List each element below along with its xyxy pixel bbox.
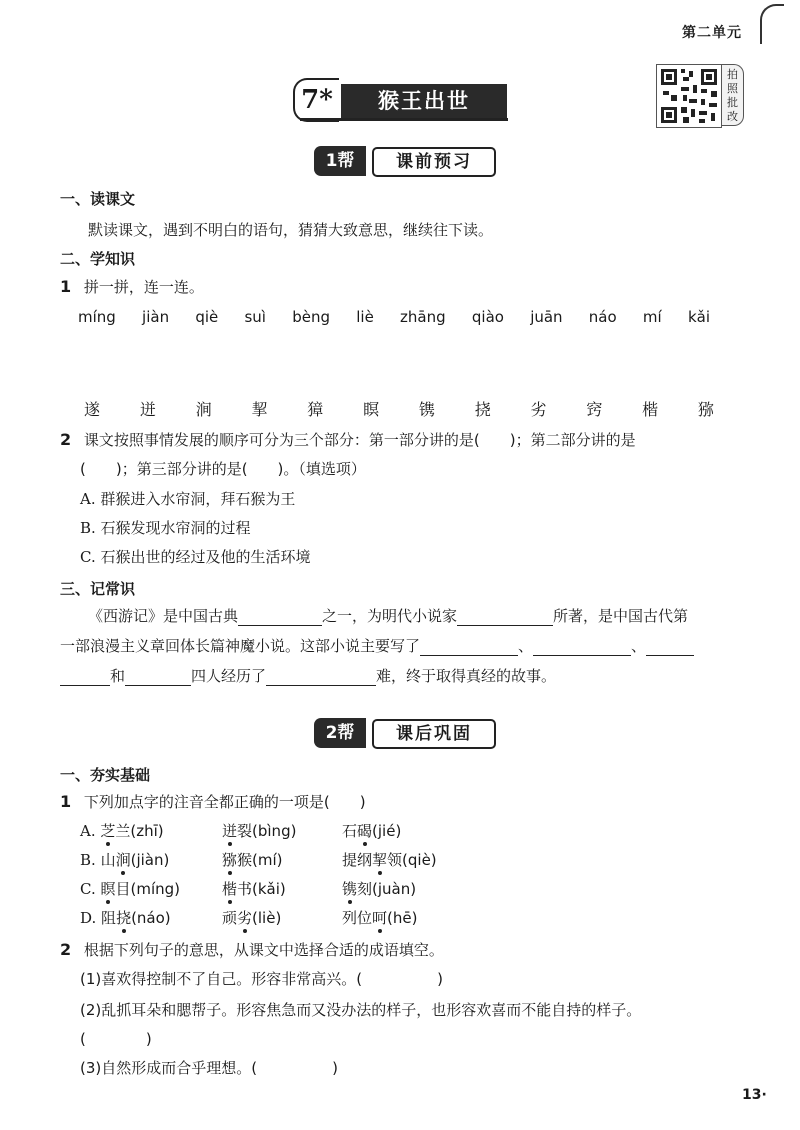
character-row bbox=[84, 397, 714, 420]
pinyin-item[interactable]: liè bbox=[356, 308, 374, 326]
word-text: (jié) bbox=[372, 822, 402, 840]
character-item[interactable]: 迸 bbox=[139, 400, 156, 419]
fill-blank[interactable] bbox=[533, 639, 631, 656]
fill-blank[interactable] bbox=[420, 639, 518, 656]
dotted-char: 挠 bbox=[116, 909, 132, 927]
section-1-number: 1帮 bbox=[314, 146, 366, 176]
word-text: (hē) bbox=[387, 909, 418, 927]
fill-text: 、 bbox=[631, 637, 647, 655]
fill-text: 《西游记》是中国古典 bbox=[88, 607, 239, 625]
character-item[interactable]: 獐 bbox=[307, 400, 324, 419]
option-row-b[interactable] bbox=[80, 849, 169, 870]
character-item[interactable]: 瞑 bbox=[363, 400, 380, 419]
word-text: 裂(bìng) bbox=[237, 822, 297, 840]
question-s2-2 bbox=[60, 940, 444, 960]
unit-label: 第二单元 bbox=[682, 25, 742, 41]
word-text: 猴(mí) bbox=[237, 851, 283, 869]
character-item[interactable]: 遂 bbox=[84, 400, 101, 419]
character-item[interactable]: 挈 bbox=[251, 400, 268, 419]
character-item[interactable]: 楷 bbox=[642, 400, 659, 419]
dotted-char: 碣 bbox=[357, 822, 373, 840]
option-row-d[interactable] bbox=[80, 907, 171, 928]
pinyin-item[interactable]: bèng bbox=[292, 308, 330, 326]
question-number: 2 bbox=[60, 940, 72, 959]
fill-line-1 bbox=[88, 606, 688, 626]
option-row-a[interactable] bbox=[80, 820, 164, 841]
part-heading-read: 一、读课文 bbox=[60, 190, 136, 208]
fill-line-2 bbox=[60, 636, 694, 656]
pinyin-item[interactable]: jiàn bbox=[142, 308, 170, 326]
word-text: 领(qiè) bbox=[387, 851, 437, 869]
question-s2-1 bbox=[60, 792, 366, 812]
section-1-header bbox=[314, 146, 496, 176]
pinyin-options-grid bbox=[80, 820, 480, 940]
question-text: 根据下列句子的意思，从课文中选择合适的成语填空。 bbox=[83, 941, 444, 959]
option-word bbox=[222, 878, 286, 899]
photo-correct-tab[interactable] bbox=[722, 64, 744, 126]
dotted-char: 猕 bbox=[222, 851, 238, 869]
word-text: (náo) bbox=[131, 909, 171, 927]
question-line-2[interactable]: ( )；第三部分讲的是( )。（填选项） bbox=[80, 460, 366, 478]
dotted-char: 楷 bbox=[222, 880, 238, 898]
pinyin-item[interactable]: qiào bbox=[471, 308, 504, 326]
dotted-char: 芝 bbox=[100, 822, 116, 840]
lesson-title: 猴王出世 bbox=[341, 84, 507, 118]
option-label: B. bbox=[80, 851, 96, 869]
option-word bbox=[222, 849, 283, 870]
section-2-number: 2帮 bbox=[314, 718, 366, 748]
qr-tab-char: 批 bbox=[727, 96, 738, 109]
section-1-title: 课前预习 bbox=[372, 147, 496, 177]
option-label: C. bbox=[80, 880, 96, 898]
character-item[interactable]: 劣 bbox=[530, 400, 547, 419]
pinyin-row bbox=[78, 308, 710, 326]
option-c: C. 石猴出世的经过及他的生活环境 bbox=[80, 548, 311, 566]
word-text: 石 bbox=[342, 822, 358, 840]
read-instruction: 默读课文，遇到不明白的语句，猜猜大致意思，继续往下读。 bbox=[88, 221, 494, 239]
option-word bbox=[222, 907, 281, 928]
option-a: A. 群猴进入水帘洞，拜石猴为王 bbox=[80, 490, 296, 508]
dotted-char: 劣 bbox=[237, 909, 253, 927]
question-number: 1 bbox=[60, 277, 72, 296]
pinyin-item[interactable]: míng bbox=[78, 308, 116, 326]
pinyin-item[interactable]: juān bbox=[530, 308, 563, 326]
question-line-1[interactable]: 课文按照事情发展的顺序可分为三个部分：第一部分讲的是( )；第二部分讲的是 bbox=[83, 431, 636, 449]
fill-blank[interactable] bbox=[125, 669, 191, 686]
word-text: 目(míng) bbox=[115, 880, 181, 898]
idiom-item-2-answer[interactable]: ( ) bbox=[80, 1030, 152, 1048]
qr-tab-char: 照 bbox=[727, 82, 738, 95]
part-heading-basics: 一、夯实基础 bbox=[60, 766, 151, 784]
option-label: D. bbox=[80, 909, 97, 927]
fill-blank[interactable] bbox=[266, 669, 376, 686]
fill-text: 四人经历了 bbox=[191, 667, 267, 685]
fill-text: 所著，是中国古代第 bbox=[553, 607, 689, 625]
section-2-title: 课后巩固 bbox=[372, 719, 496, 749]
word-text: (jiàn) bbox=[130, 851, 170, 869]
dotted-char: 挈 bbox=[372, 851, 388, 869]
pinyin-item[interactable]: zhāng bbox=[400, 308, 446, 326]
word-text: 列位 bbox=[342, 909, 373, 927]
qr-code-icon[interactable] bbox=[656, 64, 722, 128]
word-text: 阻 bbox=[101, 909, 117, 927]
dotted-char: 瞑 bbox=[100, 880, 116, 898]
word-text: 山 bbox=[100, 851, 116, 869]
dotted-char: 呵 bbox=[372, 909, 388, 927]
option-word bbox=[342, 878, 416, 899]
fill-blank[interactable] bbox=[457, 609, 553, 626]
pinyin-item[interactable]: suì bbox=[244, 308, 266, 326]
fill-blank[interactable] bbox=[646, 639, 694, 656]
character-item[interactable]: 镌 bbox=[418, 400, 435, 419]
word-text: (liè) bbox=[252, 909, 282, 927]
question-number: 2 bbox=[60, 430, 72, 449]
pinyin-item[interactable]: náo bbox=[588, 308, 617, 326]
question-number: 1 bbox=[60, 792, 72, 811]
fill-text: 和 bbox=[110, 667, 126, 685]
fill-text: 之一，为明代小说家 bbox=[322, 607, 458, 625]
pinyin-item[interactable]: kǎi bbox=[687, 308, 710, 326]
pinyin-item[interactable]: mí bbox=[642, 308, 662, 326]
option-word bbox=[342, 907, 417, 928]
dotted-char: 镌 bbox=[342, 880, 358, 898]
page-number: 13· bbox=[742, 1087, 767, 1103]
character-item[interactable]: 涧 bbox=[195, 400, 212, 419]
dotted-char: 迸 bbox=[222, 822, 238, 840]
option-word bbox=[222, 820, 296, 841]
idiom-item-3[interactable]: (3)自然形成而合乎理想。( ) bbox=[80, 1059, 338, 1077]
word-text: 顽 bbox=[222, 909, 238, 927]
option-word bbox=[342, 849, 437, 870]
part-heading-knowledge: 三、记常识 bbox=[60, 580, 136, 598]
word-text: 兰(zhī) bbox=[115, 822, 164, 840]
fill-text: 一部浪漫主义章回体长篇神魔小说。这部小说主要写了 bbox=[60, 637, 421, 655]
dotted-char: 涧 bbox=[115, 851, 131, 869]
fill-blank[interactable] bbox=[60, 669, 110, 686]
fill-blank[interactable] bbox=[238, 609, 322, 626]
character-item[interactable]: 窍 bbox=[586, 400, 603, 419]
title-underline bbox=[300, 118, 508, 121]
word-text: 刻(juàn) bbox=[357, 880, 417, 898]
fill-text: 、 bbox=[518, 637, 534, 655]
part-heading-learn: 二、学知识 bbox=[60, 250, 136, 268]
question-text[interactable]: 下列加点字的注音全都正确的一项是( ) bbox=[83, 793, 366, 811]
option-word bbox=[342, 820, 401, 841]
option-b: B. 石猴发现水帘洞的过程 bbox=[80, 519, 251, 537]
lesson-number: 7* bbox=[293, 78, 339, 122]
question-2 bbox=[60, 430, 636, 450]
word-text: 提纲 bbox=[342, 851, 373, 869]
idiom-item-1[interactable]: (1)喜欢得控制不了自己。形容非常高兴。( ) bbox=[80, 970, 443, 988]
idiom-item-2: (2)乱抓耳朵和腮帮子。形容焦急而又没办法的样子，也形容欢喜而不能自持的样子。 bbox=[80, 1001, 642, 1019]
word-text: 书(kǎi) bbox=[237, 880, 286, 898]
fill-text: 难，终于取得真经的故事。 bbox=[376, 667, 557, 685]
fill-line-3 bbox=[60, 666, 556, 686]
question-1 bbox=[60, 277, 204, 297]
qr-tab-char: 改 bbox=[727, 110, 738, 123]
corner-decoration bbox=[760, 4, 784, 44]
option-row-c[interactable] bbox=[80, 878, 180, 899]
character-item[interactable]: 挠 bbox=[474, 400, 491, 419]
question-text: 拼一拼，连一连。 bbox=[83, 278, 204, 296]
option-label: A. bbox=[80, 822, 96, 840]
character-item[interactable]: 猕 bbox=[697, 400, 714, 419]
qr-tab-char: 拍 bbox=[727, 68, 738, 81]
pinyin-item[interactable]: qiè bbox=[195, 308, 219, 326]
